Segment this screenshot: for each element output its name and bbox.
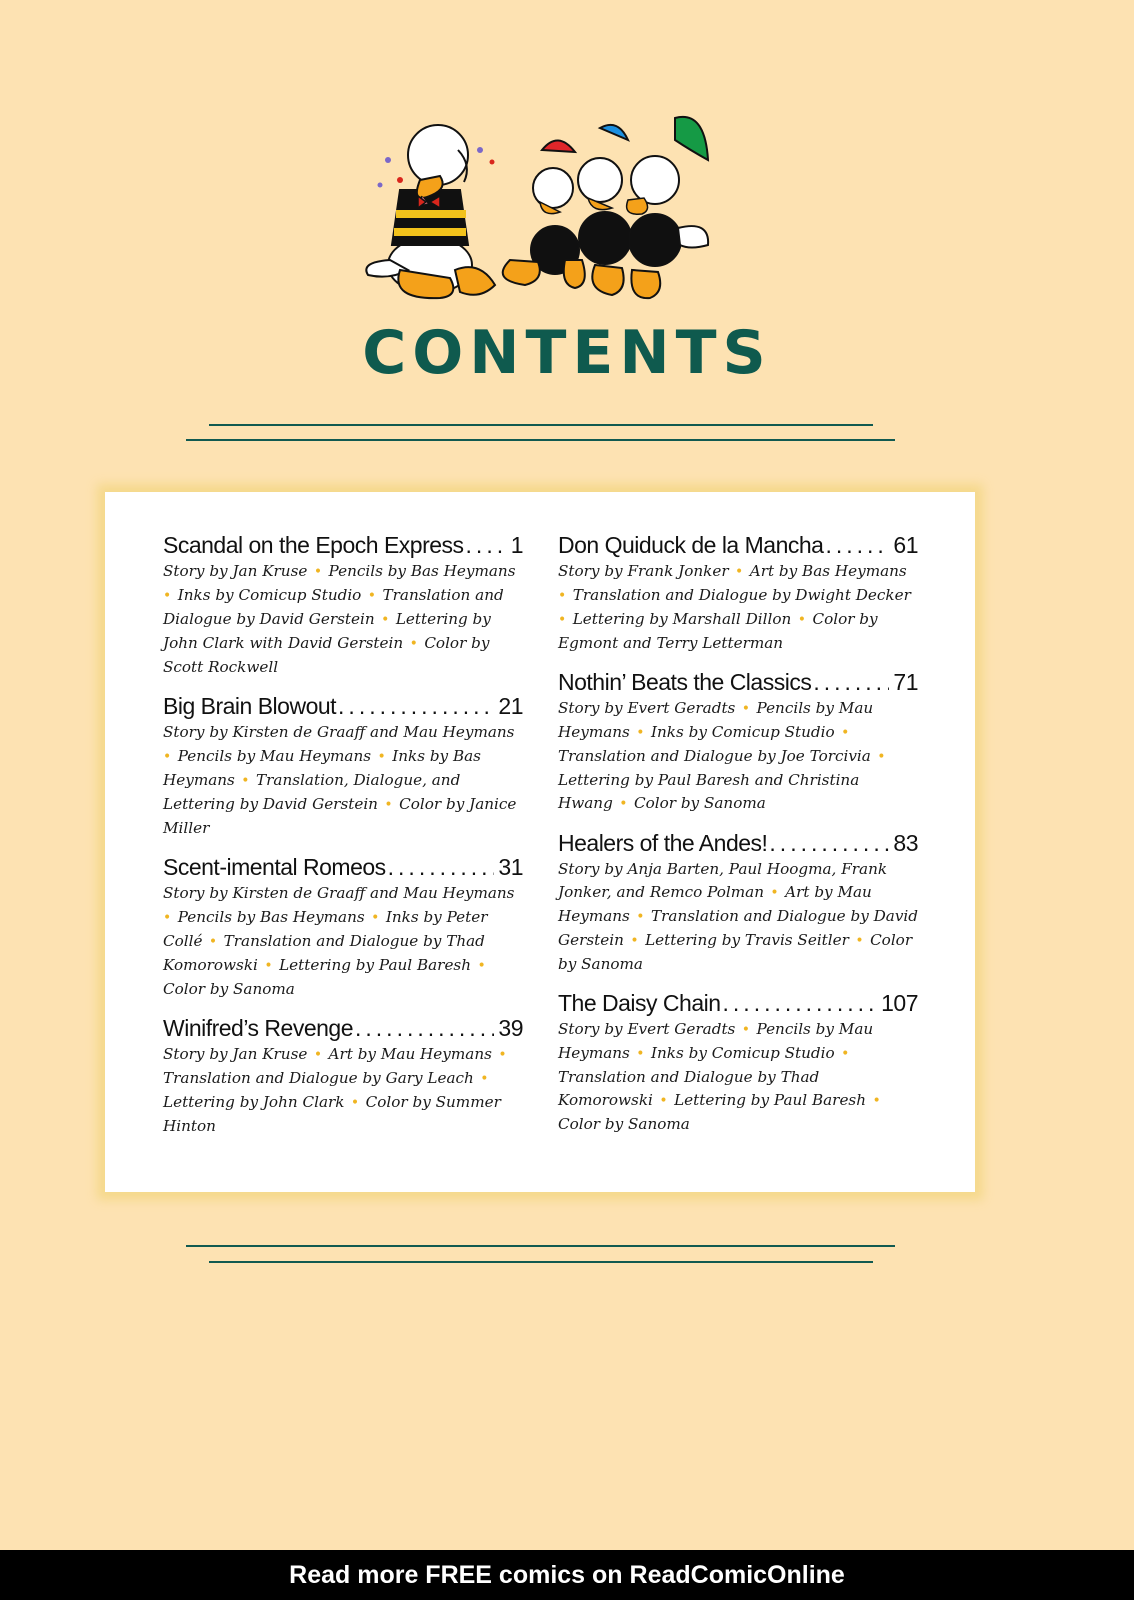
credit-item: Lettering by Paul Baresh — [674, 1091, 867, 1109]
dot-leader — [769, 828, 889, 858]
entry-heading — [163, 852, 523, 882]
donald-duck-figure — [366, 125, 495, 298]
entry-credits — [163, 882, 523, 1001]
credit-item: Lettering by Paul Baresh and Christina Hwang — [558, 771, 860, 812]
bullet-separator: • — [373, 749, 391, 765]
page-title: CONTENTS — [362, 318, 772, 388]
credit-item: Pencils by Mau Heymans — [177, 747, 372, 765]
bullet-separator: • — [493, 1047, 507, 1063]
entry-page-number: 107 — [881, 990, 918, 1016]
dot-leader — [388, 852, 495, 882]
entry-title: Scent-imental Romeos — [163, 854, 386, 880]
credit-item: Color by Janice Miller — [163, 795, 517, 837]
entry-heading — [163, 691, 523, 721]
entry-credits — [558, 858, 918, 976]
credit-item: Color by Sanoma — [558, 931, 913, 973]
contents-entry[interactable] — [163, 691, 523, 840]
footer-banner — [0, 1550, 1134, 1600]
credit-item: Pencils by Bas Heymans — [177, 908, 365, 926]
bullet-separator: • — [163, 910, 176, 926]
dot-leader — [466, 530, 507, 560]
entry-page-number: 31 — [498, 854, 523, 880]
credit-item: Translation and Dialogue by Gary Leach — [163, 1069, 474, 1087]
bullet-separator: • — [737, 701, 755, 717]
credit-item: Story by Evert Geradts — [558, 1020, 736, 1038]
entry-heading — [558, 667, 918, 697]
entry-page-number: 21 — [498, 693, 523, 719]
contents-entry[interactable] — [163, 852, 523, 1001]
credit-item: Lettering by John Clark with David Gerstein — [163, 610, 491, 652]
bullet-separator: • — [868, 1093, 881, 1109]
entry-page-number: 83 — [893, 830, 918, 856]
contents-column-right — [558, 530, 918, 1148]
credit-item: Lettering by Marshall Dillon — [572, 610, 792, 628]
contents-column-left — [163, 530, 523, 1150]
credit-item: Translation and Dialogue by David Gerstein — [558, 907, 918, 949]
contents-entry[interactable] — [558, 667, 918, 816]
entry-page-number: 71 — [893, 669, 918, 695]
credit-item: Translation, Dialogue, and Lettering by David Gerstein — [163, 771, 461, 813]
bullet-separator: • — [366, 910, 384, 926]
bullet-separator: • — [346, 1095, 364, 1111]
bullet-separator: • — [259, 958, 278, 974]
bullet-separator: • — [850, 933, 869, 949]
bullet-separator: • — [236, 773, 255, 789]
bottom-rule-upper — [186, 1245, 895, 1247]
entry-heading — [558, 530, 918, 560]
credit-item: Translation and Dialogue by Thad Komorowski — [558, 1068, 820, 1109]
bullet-separator: • — [625, 933, 644, 949]
bullet-separator: • — [363, 588, 381, 604]
credit-item: Color by Scott Rockwell — [163, 634, 490, 676]
bullet-separator: • — [163, 588, 176, 604]
entry-title: Winifred’s Revenge — [163, 1015, 354, 1041]
entry-credits — [163, 1043, 523, 1138]
entry-heading — [558, 988, 918, 1018]
credit-item: Inks by Comicup Studio — [651, 1044, 835, 1062]
bullet-separator: • — [376, 612, 394, 628]
bullet-separator: • — [765, 885, 784, 901]
credit-item: Inks by Comicup Studio — [177, 586, 362, 604]
bullet-separator: • — [475, 1071, 489, 1087]
entry-page-number: 39 — [498, 1015, 523, 1041]
credit-item: Pencils by Mau Heymans — [558, 699, 874, 741]
credit-item: Inks by Peter Collé — [163, 908, 488, 950]
credit-item: Lettering by John Clark — [163, 1093, 345, 1111]
bullet-separator: • — [473, 958, 486, 974]
credit-item: Translation and Dialogue by David Gerstein — [163, 586, 504, 628]
credit-item: Color by Sanoma — [558, 1115, 690, 1133]
bullet-separator: • — [309, 564, 327, 580]
bullet-separator: • — [654, 1093, 673, 1109]
donald-duck-and-nephews-icon — [360, 110, 730, 310]
entry-title: Don Quiduck de la Mancha — [558, 532, 824, 558]
bullet-separator: • — [204, 934, 222, 950]
credit-item: Pencils by Mau Heymans — [558, 1020, 874, 1062]
credit-item: Inks by Bas Heymans — [163, 747, 481, 789]
credit-item: Art by Mau Heymans — [328, 1045, 492, 1063]
dot-leader — [355, 1013, 494, 1043]
credit-item: Lettering by Travis Seitler — [645, 931, 849, 949]
entry-title: The Daisy Chain — [558, 990, 721, 1016]
top-rule-lower — [186, 439, 895, 441]
bullet-separator: • — [163, 749, 176, 765]
bullet-separator: • — [737, 1022, 755, 1038]
entry-title: Big Brain Blowout — [163, 693, 337, 719]
entry-heading — [558, 828, 918, 858]
credit-item: Translation and Dialogue by Dwight Decker — [572, 586, 911, 604]
entry-page-number: 61 — [893, 532, 918, 558]
entry-credits — [558, 697, 918, 816]
credit-item: Color by Summer Hinton — [163, 1093, 501, 1135]
credit-item: Story by Jan Kruse — [163, 562, 308, 580]
credit-item: Inks by Comicup Studio — [651, 723, 835, 741]
entry-credits — [558, 1018, 918, 1136]
credit-item: Lettering by Paul Baresh — [279, 956, 472, 974]
credit-item: Story by Frank Jonker — [558, 562, 729, 580]
credit-item: Art by Mau Heymans — [558, 883, 872, 925]
entry-title: Nothin’ Beats the Classics — [558, 669, 812, 695]
contents-entry[interactable] — [558, 530, 918, 655]
credit-item: Color by Egmont and Terry Letterman — [558, 610, 878, 652]
bullet-separator: • — [558, 588, 571, 604]
entry-heading — [163, 1013, 523, 1043]
contents-panel — [105, 492, 975, 1192]
credit-item: Story by Evert Geradts — [558, 699, 736, 717]
bullet-separator: • — [793, 612, 811, 628]
credit-item: Story by Kirsten de Graaff and Mau Heymans — [163, 884, 515, 902]
entry-credits — [163, 560, 523, 679]
dot-leader — [338, 691, 494, 721]
bullet-separator: • — [405, 636, 423, 652]
entry-credits — [163, 721, 523, 840]
bullet-separator: • — [558, 612, 571, 628]
dot-leader — [723, 988, 878, 1018]
top-rule-upper — [209, 424, 873, 426]
credit-item: Pencils by Bas Heymans — [328, 562, 516, 580]
dot-leader — [825, 530, 889, 560]
bullet-separator: • — [309, 1047, 327, 1063]
credit-item: Color by Sanoma — [163, 980, 295, 998]
bullet-separator: • — [836, 725, 850, 741]
bullet-separator: • — [631, 909, 650, 925]
contents-entry[interactable] — [163, 530, 523, 679]
credit-item: Art by Bas Heymans — [749, 562, 907, 580]
bullet-separator: • — [730, 564, 748, 580]
contents-entry[interactable] — [163, 1013, 523, 1138]
footer-text[interactable]: Read more FREE comics on ReadComicOnline — [289, 1561, 845, 1589]
credit-item: Story by Kirsten de Graaff and Mau Heymans — [163, 723, 515, 741]
contents-entry[interactable] — [558, 828, 918, 976]
bullet-separator: • — [872, 749, 886, 765]
credit-item: Translation and Dialogue by Joe Torcivia — [558, 747, 871, 765]
credit-item: Story by Jan Kruse — [163, 1045, 308, 1063]
bullet-separator: • — [614, 796, 632, 812]
credit-item: Translation and Dialogue by Thad Komorowski — [163, 932, 485, 974]
credit-item: Story by Anja Barten, Paul Hoogma, Frank Jonker, and Remco Polman — [558, 860, 888, 901]
entry-title: Scandal on the Epoch Express — [163, 532, 464, 558]
entry-page-number: 1 — [510, 532, 523, 558]
bullet-separator: • — [631, 1046, 650, 1062]
nephews-figures — [503, 117, 708, 298]
dot-leader — [813, 667, 889, 697]
entry-title: Healers of the Andes! — [558, 830, 768, 856]
entry-credits — [558, 560, 918, 655]
bullet-separator: • — [836, 1046, 850, 1062]
entry-heading — [163, 530, 523, 560]
contents-entry[interactable] — [558, 988, 918, 1136]
bottom-rule-lower — [209, 1261, 873, 1263]
credit-item: Color by Sanoma — [633, 794, 766, 812]
bullet-separator: • — [379, 797, 398, 813]
bullet-separator: • — [631, 725, 650, 741]
